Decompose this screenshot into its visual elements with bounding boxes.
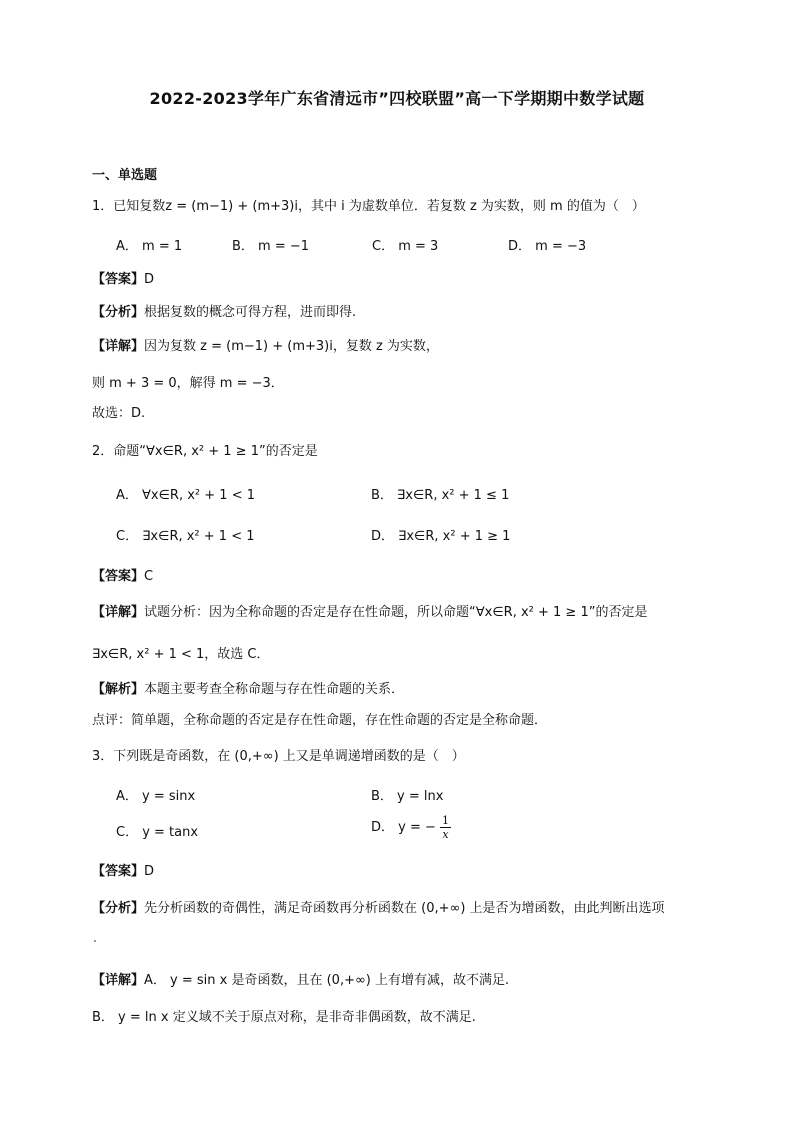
fraction: [440, 814, 451, 841]
question-2-detail-2: ∃x∈R, x² + 1 < 1，故选 C．: [92, 647, 270, 662]
question-1-option-d: D． m = −3: [508, 239, 587, 254]
detail-tag: 【详解】: [92, 605, 145, 620]
question-2-option-d: D． ∃x∈R, x² + 1 ≥ 1: [371, 529, 511, 544]
analysis-text: 先分析函数的奇偶性，满足奇函数再分析函数在 (0,+∞) 上是否为增函数，由此判断出选项: [144, 901, 665, 916]
question-1-detail-2: 则 m + 3 = 0，解得 m = −3．: [92, 376, 284, 391]
question-1-analysis: [92, 301, 356, 320]
detail-text: 试题分析：因为全称命题的否定是存在性命题，所以命题“∀x∈R, x² + 1 ≥ 1”的否定是: [144, 605, 648, 620]
question-3-option-a: A． y = sinx: [116, 789, 196, 804]
question-3-option-c: C． y = tanx: [116, 825, 199, 840]
detail-text: 因为复数 z = (m−1) + (m+3)i，复数 z 为实数，: [144, 339, 439, 354]
question-1-option-c: C． m = 3: [372, 239, 439, 254]
detail-text: A． y = sin x 是奇函数，且在 (0,+∞) 上有增有减，故不满足.: [144, 973, 510, 988]
question-3-answer: [92, 860, 154, 879]
question-2-comment: 点评：简单题，全称命题的否定是存在性命题，存在性命题的否定是全称命题．: [92, 713, 548, 728]
question-3-detail-b: B． y = ln x 定义域不关于原点对称，是非奇非偶函数，故不满足.: [92, 1010, 476, 1025]
answer-value: D: [144, 864, 155, 879]
section-heading: 一、单选题: [92, 168, 158, 183]
fraction-denominator: x: [442, 828, 449, 841]
detail-tag: 【详解】: [92, 339, 145, 354]
answer-value: C: [144, 569, 154, 584]
answer-tag: 【答案】: [92, 864, 145, 879]
question-1-answer: [92, 268, 154, 287]
parse-text: 本题主要考查全称命题与存在性命题的关系．: [144, 682, 405, 697]
question-1-option-a: A． m = 1: [116, 239, 183, 254]
parse-tag: 【解析】: [92, 682, 145, 697]
stray-dot: [94, 940, 96, 942]
detail-tag: 【详解】: [92, 973, 145, 988]
question-2-detail: [92, 601, 647, 620]
answer-tag: 【答案】: [92, 272, 145, 287]
fraction-numerator: 1: [442, 814, 450, 827]
question-1-stem: 1．已知复数z = (m−1) + (m+3)i，其中 i 为虚数单位．若复数 z 为实数，则 m 的值为（ ）: [92, 199, 645, 214]
analysis-tag: 【分析】: [92, 305, 145, 320]
question-2-option-a: A． ∀x∈R, x² + 1 < 1: [116, 488, 255, 503]
question-1-choose: 故选：D.: [92, 406, 146, 421]
analysis-text: 根据复数的概念可得方程，进而即得.: [144, 305, 357, 320]
question-3-option-b: B． y = lnx: [371, 789, 444, 804]
question-2-parse: [92, 678, 404, 697]
option-d-text: D． y = −: [371, 820, 436, 835]
question-3-stem: 3．下列既是奇函数，在 (0,+∞) 上又是单调递增函数的是（ ）: [92, 749, 465, 764]
question-1-detail: [92, 335, 439, 354]
question-2-stem: 2．命题“∀x∈R, x² + 1 ≥ 1”的否定是: [92, 444, 318, 459]
question-2-answer: [92, 565, 153, 584]
question-3-detail: [92, 969, 509, 988]
analysis-tag: 【分析】: [92, 901, 145, 916]
question-3-option-d: [371, 814, 451, 841]
question-2-option-c: C． ∃x∈R, x² + 1 < 1: [116, 529, 255, 544]
answer-value: D: [144, 272, 155, 287]
question-1-option-b: B． m = −1: [232, 239, 310, 254]
page-title: 2022-2023学年广东省清远市”四校联盟”高一下学期期中数学试题: [149, 89, 645, 108]
answer-tag: 【答案】: [92, 569, 145, 584]
question-3-analysis: [92, 897, 665, 916]
question-2-option-b: B． ∃x∈R, x² + 1 ≤ 1: [371, 488, 510, 503]
